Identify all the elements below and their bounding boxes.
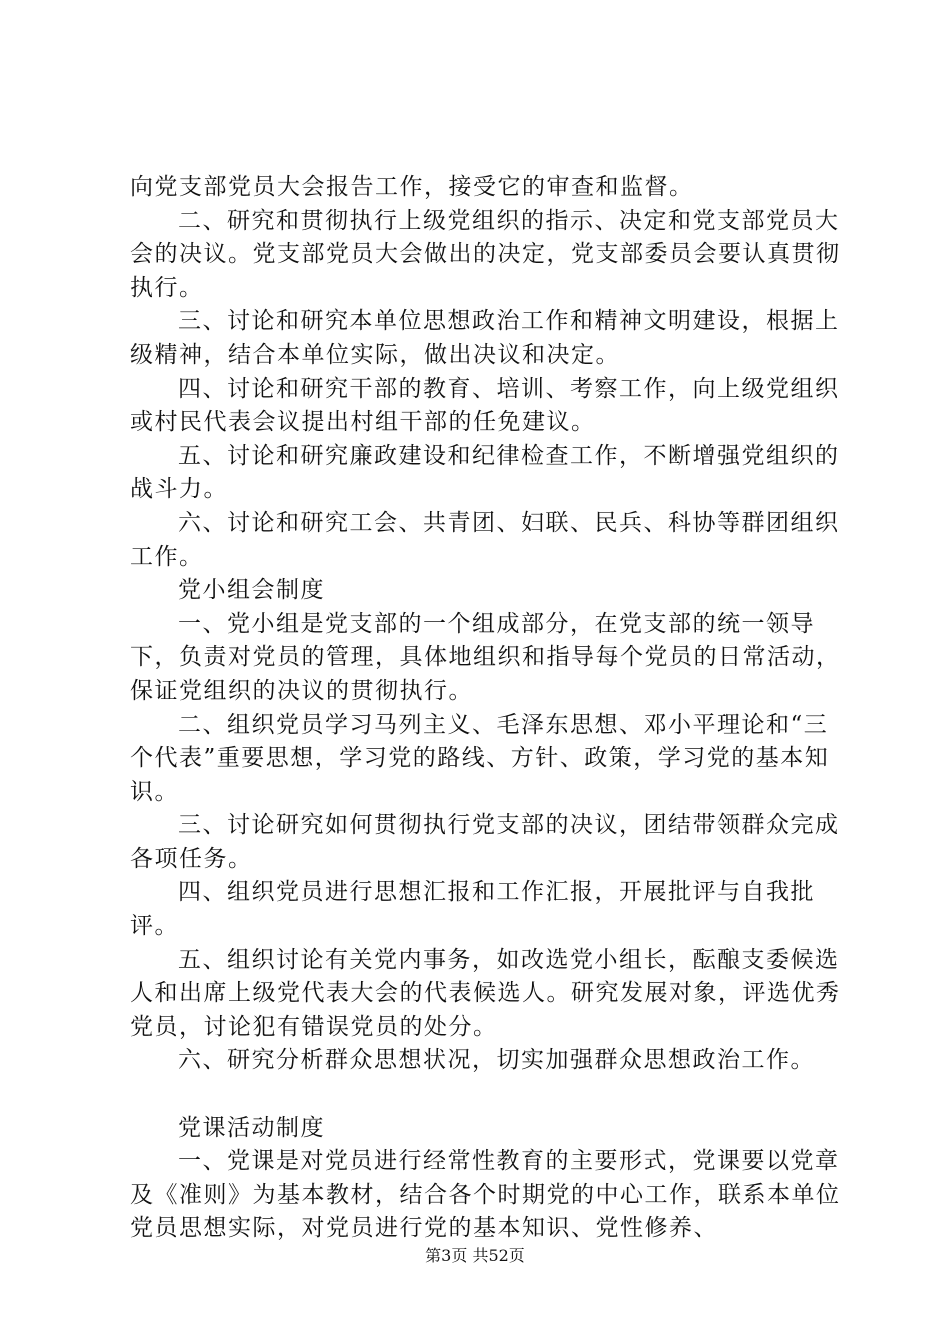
paragraph-5: 五、讨论和研究廉政建设和纪律检查工作，不断增强党组织的战斗力。	[130, 442, 840, 503]
document-body	[130, 171, 850, 1246]
paragraph-13: 一、党课是对党员进行经常性教育的主要形式，党课要以党章及《准则》为基本教材，结合各个时期党的中心工作，联系本单位党员思想实际，对党员进行党的基本知识、党性修养、	[130, 1148, 841, 1242]
section-heading-party-lecture: 党课活动制度	[178, 1114, 325, 1141]
paragraph-9: 三、讨论研究如何贯彻执行党支部的决议，团结带领群众完成各项任务。	[130, 812, 840, 872]
paragraph-10: 四、组织党员进行思想汇报和工作汇报，开展批评与自我批评。	[130, 879, 815, 940]
paragraph-6: 六、讨论和研究工会、共青团、妇联、民兵、科协等群团组织工作。	[130, 509, 840, 570]
paragraph-11: 五、组织讨论有关党内事务，如改选党小组长，酝酿支委候选人和出席上级党代表大会的代表候选人。研究发展对象，评选优秀党员，讨论犯有错误党员的处分。	[130, 946, 841, 1040]
paragraph-1: 向党支部党员大会报告工作，接受它的审查和监督。	[130, 174, 694, 200]
page-footer: 第3页 共52页	[425, 1246, 525, 1265]
section-heading-party-group: 党小组会制度	[178, 577, 325, 604]
paragraph-4: 四、讨论和研究干部的教育、培训、考察工作，向上级党组织或村民代表会议提出村组干部的任免建议。	[130, 375, 840, 436]
paragraph-2: 二、研究和贯彻执行上级党组织的指示、决定和党支部党员大会的决议。党支部党员大会做出的决定，党支部委员会要认真贯彻执行。	[130, 207, 841, 301]
paragraph-7: 一、党小组是党支部的一个组成部分，在党支部的统一领导下，负责对党员的管理，具体地组织和指导每个党员的日常活动，保证党组织的决议的贯彻执行。	[130, 610, 841, 704]
paragraph-12: 六、研究分析群众思想状况，切实加强群众思想政治工作。	[178, 1047, 815, 1074]
blank-line	[130, 1078, 850, 1112]
paragraph-3: 三、讨论和研究本单位思想政治工作和精神文明建设，根据上级精神，结合本单位实际，做出决议和决定。	[130, 308, 840, 368]
paragraph-8: 二、组织党员学习马列主义、毛泽东思想、邓小平理论和“三个代表”重要思想，学习党的路线、方针、政策，学习党的基本知识。	[130, 711, 830, 805]
